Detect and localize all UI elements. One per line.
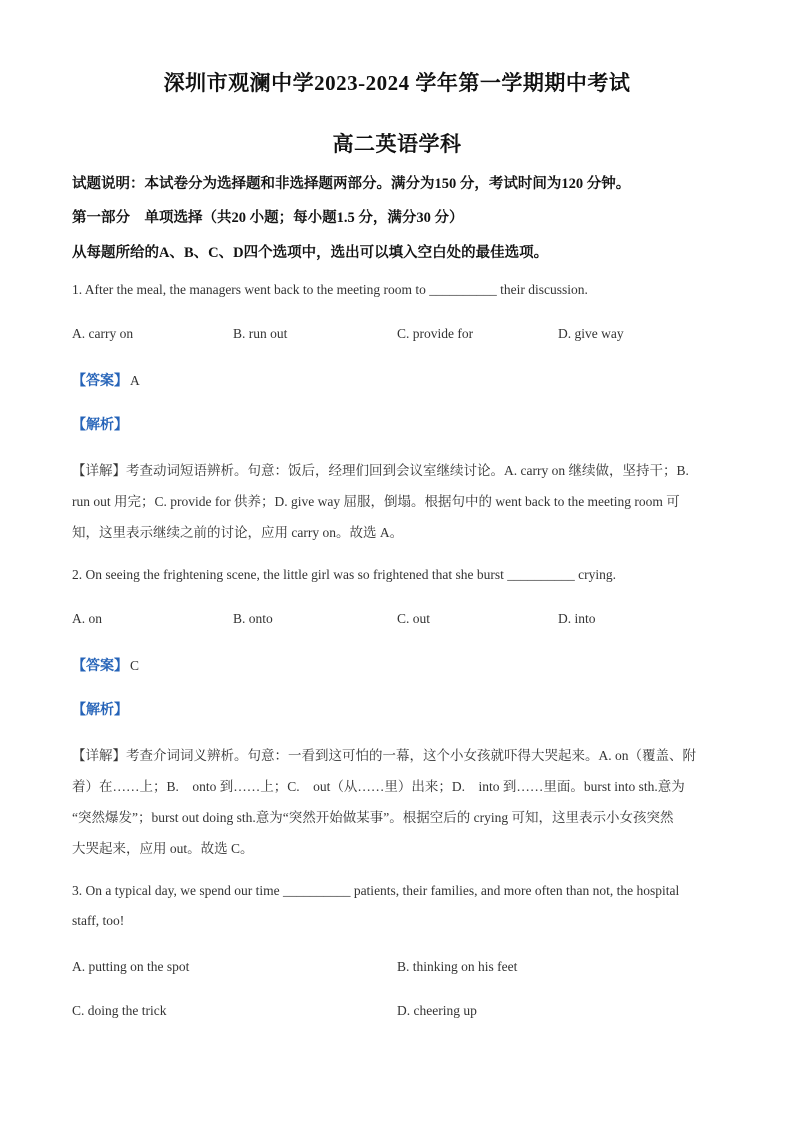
question-1-option-d: D. give way xyxy=(558,326,624,341)
answer-value: C xyxy=(130,658,140,673)
detail-text: 考查动词短语辨析。句意：饭后，经理们回到会议室继续讨论。A. carry on 继续做，坚持干；B. xyxy=(126,463,689,478)
question-2-option-c: C. out xyxy=(397,611,431,626)
detail-label: 【详解】 xyxy=(72,463,126,478)
question-2-analysis-label: 【解析】 xyxy=(72,703,128,718)
question-1-stem: 1. After the meal, the managers went back to the meeting room to __________ their discussion. xyxy=(72,282,588,297)
question-1-option-a: A. carry on xyxy=(72,326,134,341)
exam-title: 深圳市观澜中学2023-2024 学年第一学期期中考试 xyxy=(163,71,631,95)
question-1-option-b: B. run out xyxy=(233,326,288,341)
question-3-option-a: A. putting on the spot xyxy=(72,959,190,974)
question-1-detail-line-2: run out 用完；C. provide for 供养；D. give way 屈服，倒塌。根据句中的 went back to the meeting room 可 xyxy=(72,494,680,509)
question-2-answer xyxy=(72,655,139,675)
question-3-option-b: B. thinking on his feet xyxy=(397,959,518,974)
question-1-detail-line-1 xyxy=(72,459,689,480)
question-2-detail-line-3: “突然爆发”；burst out doing sth.意为“突然开始做某事”。根据空后的 crying 可知，这里表示小女孩突然 xyxy=(72,810,674,825)
answer-label: 【答案】 xyxy=(72,659,128,674)
question-3-stem-line-1: 3. On a typical day, we spend our time __________ patients, their families, and more often than not, the hospital xyxy=(72,883,680,898)
question-1-answer xyxy=(72,370,140,390)
question-3-option-d: D. cheering up xyxy=(397,1003,477,1018)
part-one-heading: 第一部分 单项选择（共20 小题；每小题1.5 分，满分30 分） xyxy=(72,210,464,226)
question-1-option-c: C. provide for xyxy=(397,326,474,341)
detail-label: 【详解】 xyxy=(72,748,126,763)
question-2-detail-line-4: 大哭起来，应用 out。故选 C。 xyxy=(72,841,254,856)
exam-subject: 高二英语学科 xyxy=(332,132,462,156)
answer-value: A xyxy=(130,373,140,388)
question-1-detail-line-3: 知，这里表示继续之前的讨论，应用 carry on。故选 A。 xyxy=(72,525,404,540)
question-2-option-d: D. into xyxy=(558,611,596,626)
part-one-direction: 从每题所给的A、B、C、D四个选项中，选出可以填入空白处的最佳选项。 xyxy=(72,245,549,261)
question-2-detail-line-2: 着）在……上；B. onto 到……上；C. out（从……里）出来；D. into 到……里面。burst into sth.意为 xyxy=(72,779,685,794)
question-3-option-c: C. doing the trick xyxy=(72,1003,167,1018)
question-2-option-b: B. onto xyxy=(233,611,273,626)
answer-label: 【答案】 xyxy=(72,374,128,389)
question-2-option-a: A. on xyxy=(72,611,102,626)
detail-text: 考查介词词义辨析。句意：一看到这可怕的一幕，这个小女孩就吓得大哭起来。A. on（覆盖、附 xyxy=(126,748,696,763)
question-3-stem-line-2: staff, too! xyxy=(72,913,125,928)
question-2-detail-line-1 xyxy=(72,744,696,765)
question-1-analysis-label: 【解析】 xyxy=(72,418,128,433)
question-2-stem: 2. On seeing the frightening scene, the little girl was so frightened that she burst __________ crying. xyxy=(72,567,617,582)
exam-instructions: 试题说明：本试卷分为选择题和非选择题两部分。满分为150 分，考试时间为120 分钟。 xyxy=(72,176,631,192)
